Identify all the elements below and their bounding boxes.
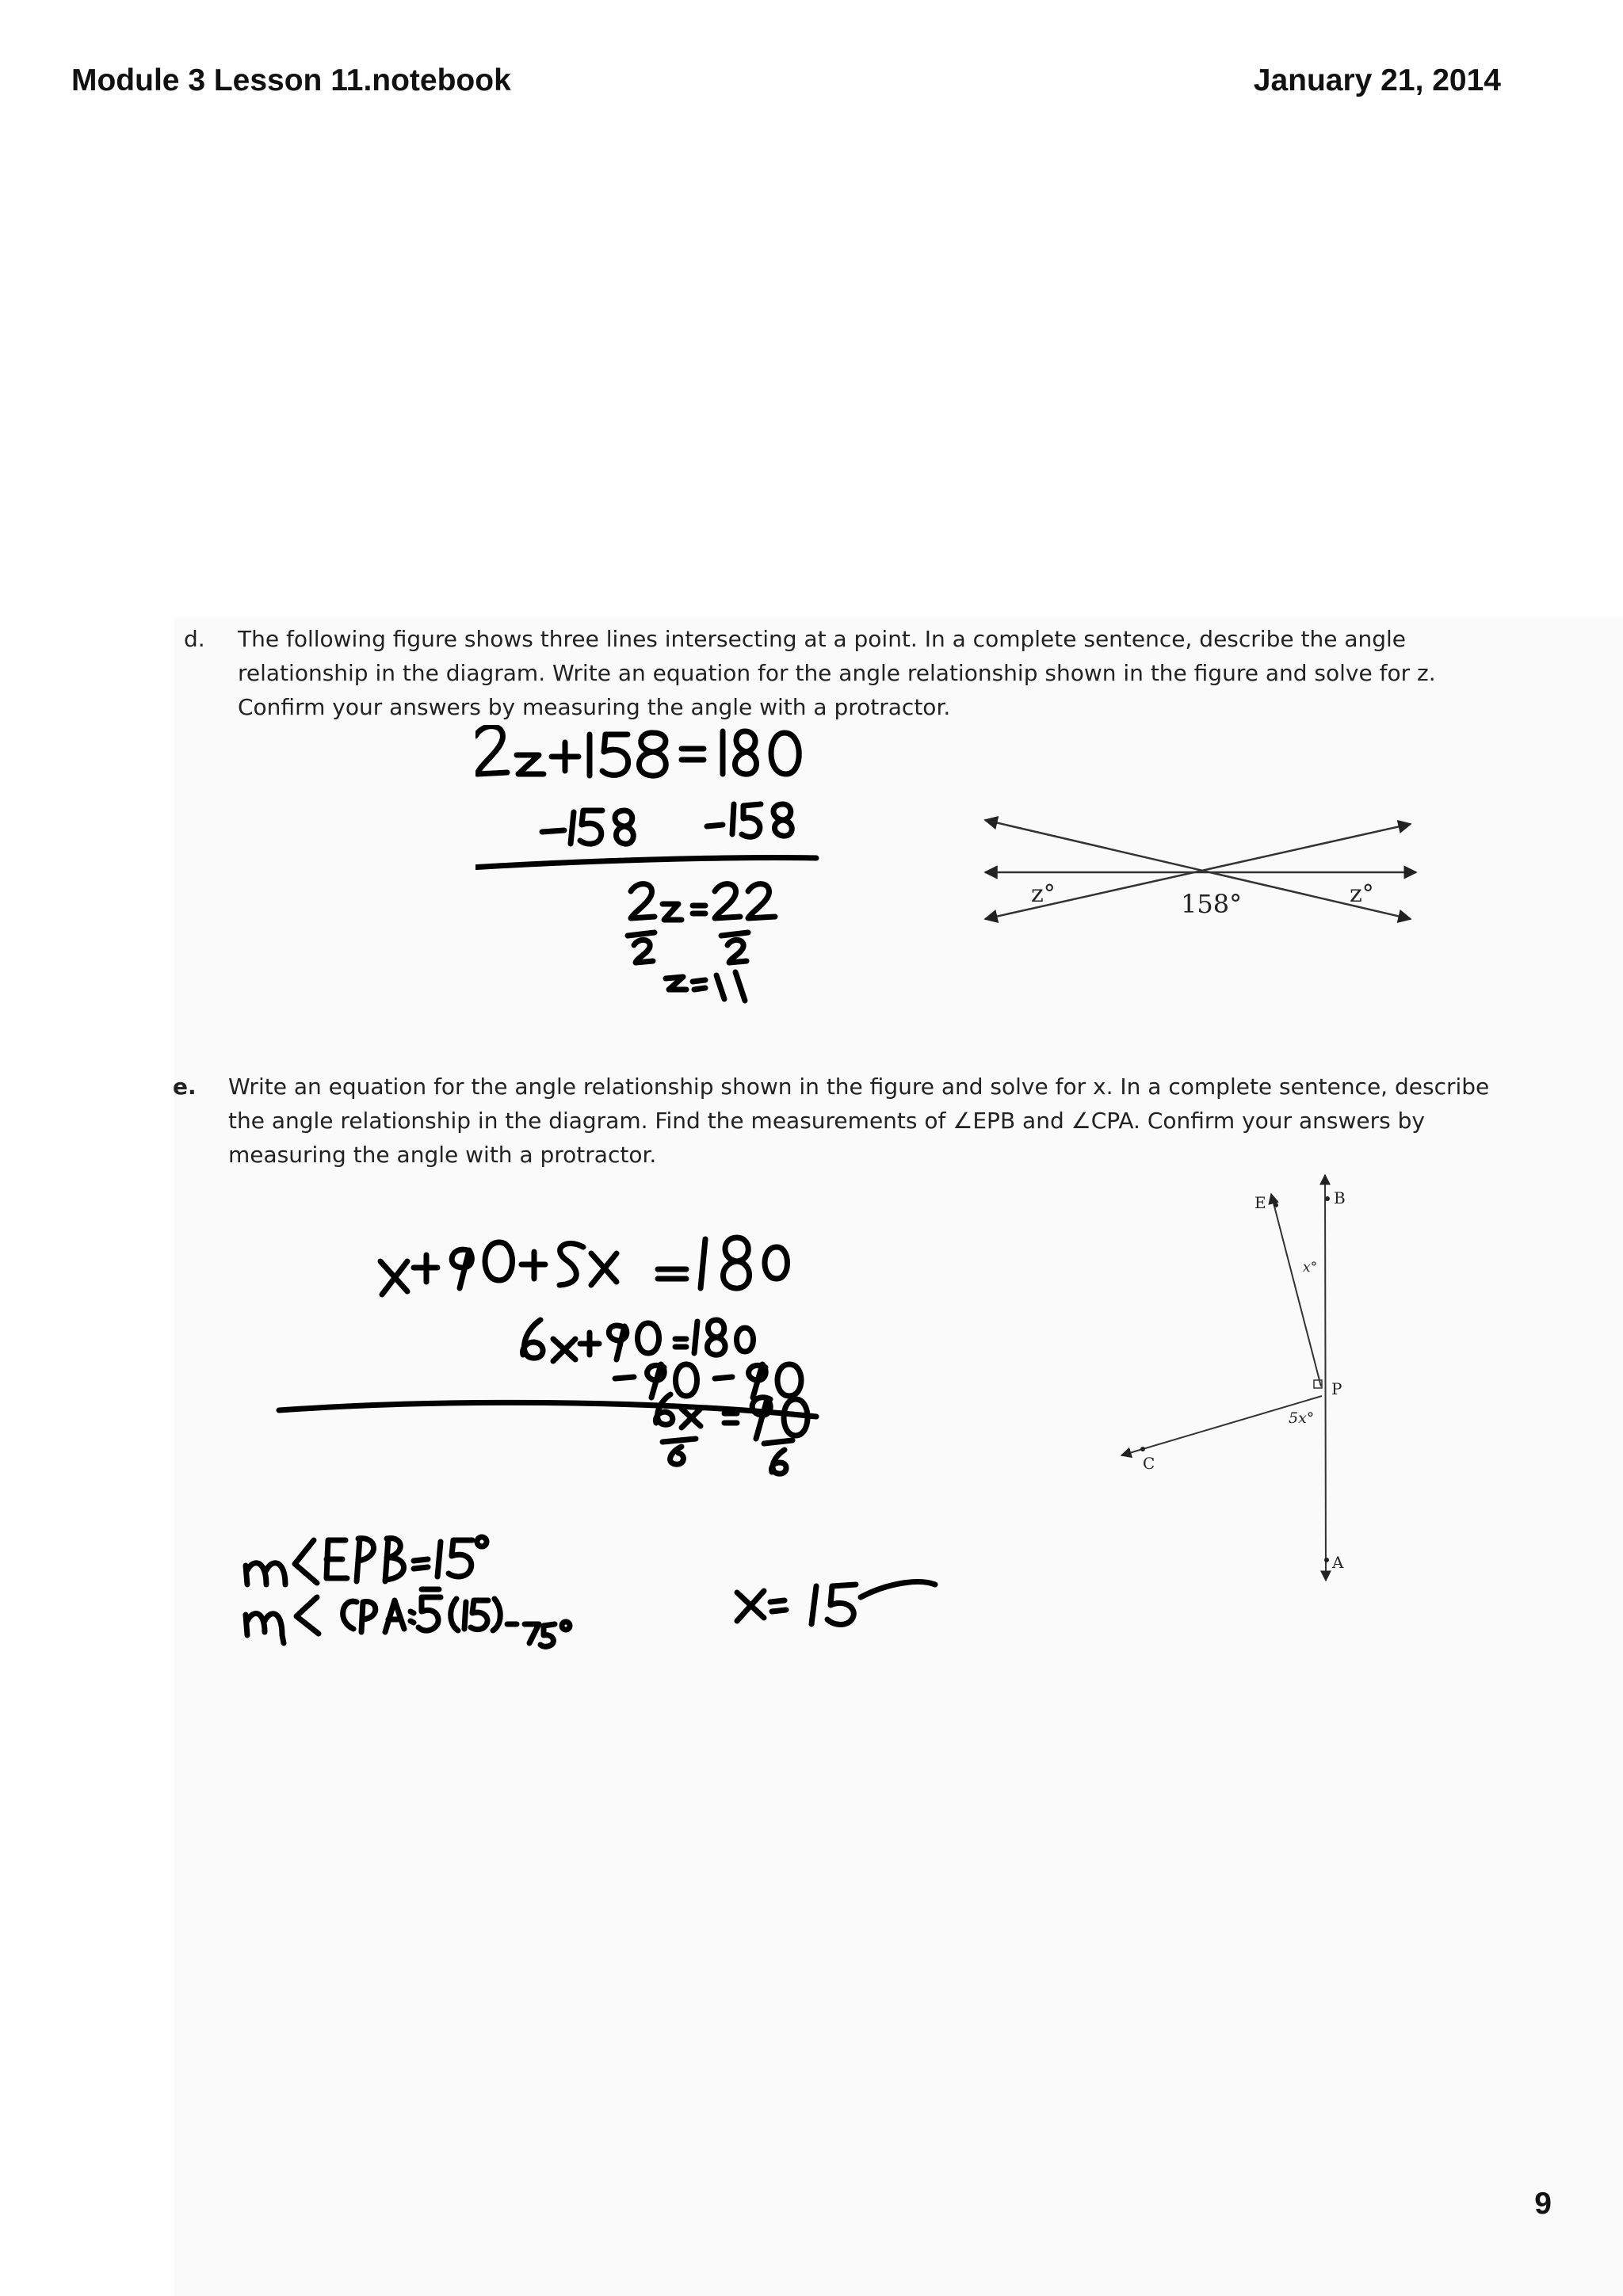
rays-figure bbox=[1109, 1169, 1371, 1596]
problem-e-letter: e. bbox=[173, 1074, 197, 1100]
problem-d-text bbox=[238, 622, 1474, 724]
point-e-label: E bbox=[1254, 1193, 1266, 1212]
problem-e-text bbox=[228, 1070, 1490, 1172]
problem-d-line: relationship in the diagram. Write an equation for the angle relationship shown in the figure and solve for z. bbox=[238, 660, 1436, 686]
point-a-label: A bbox=[1332, 1553, 1344, 1572]
notebook-title: Module 3 Lesson 11.notebook bbox=[71, 63, 511, 97]
problem-d-letter: d. bbox=[184, 626, 205, 652]
angle-label-center: 158° bbox=[1181, 889, 1243, 919]
angle-label-right: z° bbox=[1350, 880, 1374, 908]
point-c-label: C bbox=[1143, 1454, 1155, 1473]
problem-d-line: The following figure shows three lines intersecting at a point. In a complete sentence, describe the angle bbox=[238, 626, 1407, 652]
three-lines-figure bbox=[979, 800, 1430, 943]
problem-e-line: Write an equation for the angle relationship shown in the figure and solve for x. In a complete sentence, describe bbox=[228, 1074, 1490, 1100]
problem-d-line: Confirm your answers by measuring the angle with a protractor. bbox=[238, 694, 951, 720]
point-p-label: P bbox=[1331, 1379, 1342, 1398]
handwritten-solution-d bbox=[475, 725, 951, 1058]
problem-e-line: the angle relationship in the diagram. Find the measurements of ∠EPB and ∠CPA. Confirm your answers by bbox=[228, 1108, 1425, 1134]
notebook-date: January 21, 2014 bbox=[1253, 63, 1501, 97]
angle-x-label: x° bbox=[1303, 1260, 1318, 1276]
ray-pe bbox=[1271, 1194, 1321, 1386]
angle-5x-label: 5x° bbox=[1289, 1409, 1315, 1427]
page-number: 9 bbox=[1534, 2187, 1552, 2221]
handwritten-solution-e bbox=[238, 1212, 999, 1688]
line-ab bbox=[1325, 1175, 1326, 1581]
angle-label-left: z° bbox=[1031, 880, 1056, 908]
problem-e-line: measuring the angle with a protractor. bbox=[228, 1142, 657, 1168]
point-b-label: B bbox=[1334, 1188, 1346, 1207]
